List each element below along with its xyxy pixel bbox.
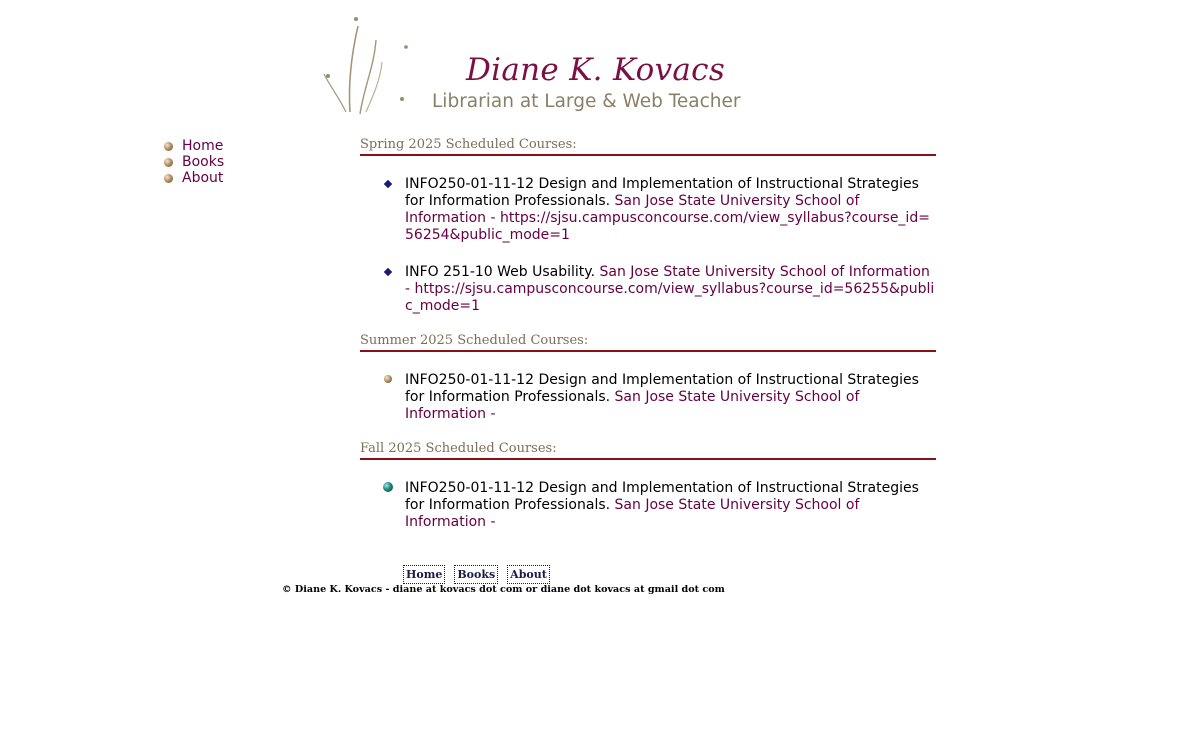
grass-logo-icon [320, 12, 420, 120]
course-list-summer [360, 372, 936, 423]
site-tagline: Librarian at Large & Web Teacher [432, 91, 741, 112]
separator: - [490, 210, 496, 226]
school-link[interactable]: San Jose State University School of Information [599, 264, 930, 280]
bullet-ball-icon [164, 158, 173, 167]
sidenav-item-about [162, 170, 224, 186]
diamond-bullet-icon [384, 180, 392, 188]
sidenav-link-home[interactable]: Home [182, 138, 224, 154]
syllabus-link[interactable]: https://sjsu.campusconcourse.com/view_syllabus?course_id=56254&public_mode=1 [405, 210, 930, 243]
diamond-bullet-icon [384, 268, 392, 276]
course-list-spring [360, 176, 936, 315]
footer-link-home[interactable]: Home [403, 565, 445, 584]
separator: - [405, 281, 411, 297]
section-heading-spring: Spring 2025 Scheduled Courses: [360, 137, 936, 156]
sidenav-link-about[interactable]: About [182, 170, 224, 186]
separator: - [490, 406, 496, 422]
course-item [360, 480, 936, 531]
footer-link-about[interactable]: About [507, 565, 550, 584]
course-title: INFO250-01-11-12 Design and Implementation of Instructional Strategies for Information Professionals. [405, 372, 919, 405]
section-heading-fall: Fall 2025 Scheduled Courses: [360, 441, 936, 460]
side-navigation [162, 138, 224, 186]
bullet-ball-icon [384, 375, 392, 383]
course-item [360, 264, 936, 315]
bullet-ball-icon [164, 142, 173, 151]
course-item [360, 176, 936, 244]
site-logo [320, 12, 760, 120]
syllabus-link[interactable]: https://sjsu.campusconcourse.com/view_syllabus?course_id=56255&public_mode=1 [405, 281, 935, 314]
school-link[interactable]: San Jose State University School of Information [405, 389, 860, 422]
course-title: INFO250-01-11-12 Design and Implementation of Instructional Strategies for Information Professionals. [405, 176, 919, 209]
footer-navigation [403, 565, 550, 584]
course-title: INFO250-01-11-12 Design and Implementation of Instructional Strategies for Information Professionals. [405, 480, 919, 513]
separator: - [490, 514, 496, 530]
site-title: Diane K. Kovacs [466, 52, 726, 88]
course-list-fall [360, 480, 936, 531]
copyright-text: © Diane K. Kovacs - diane at kovacs dot com or diane dot kovacs at gmail dot com [282, 584, 725, 595]
school-link[interactable]: San Jose State University School of Information [405, 193, 860, 226]
sidenav-link-books[interactable]: Books [182, 154, 225, 170]
course-title: INFO 251-10 Web Usability. [405, 264, 596, 280]
bullet-ball-icon [164, 174, 173, 183]
course-item [360, 372, 936, 423]
footer-link-books[interactable]: Books [454, 565, 498, 584]
main-content [360, 137, 936, 531]
section-heading-summer: Summer 2025 Scheduled Courses: [360, 333, 936, 352]
sidenav-item-books [162, 154, 224, 170]
globe-bullet-icon [383, 482, 393, 492]
sidenav-item-home [162, 138, 224, 154]
school-link[interactable]: San Jose State University School of Information [405, 497, 860, 530]
